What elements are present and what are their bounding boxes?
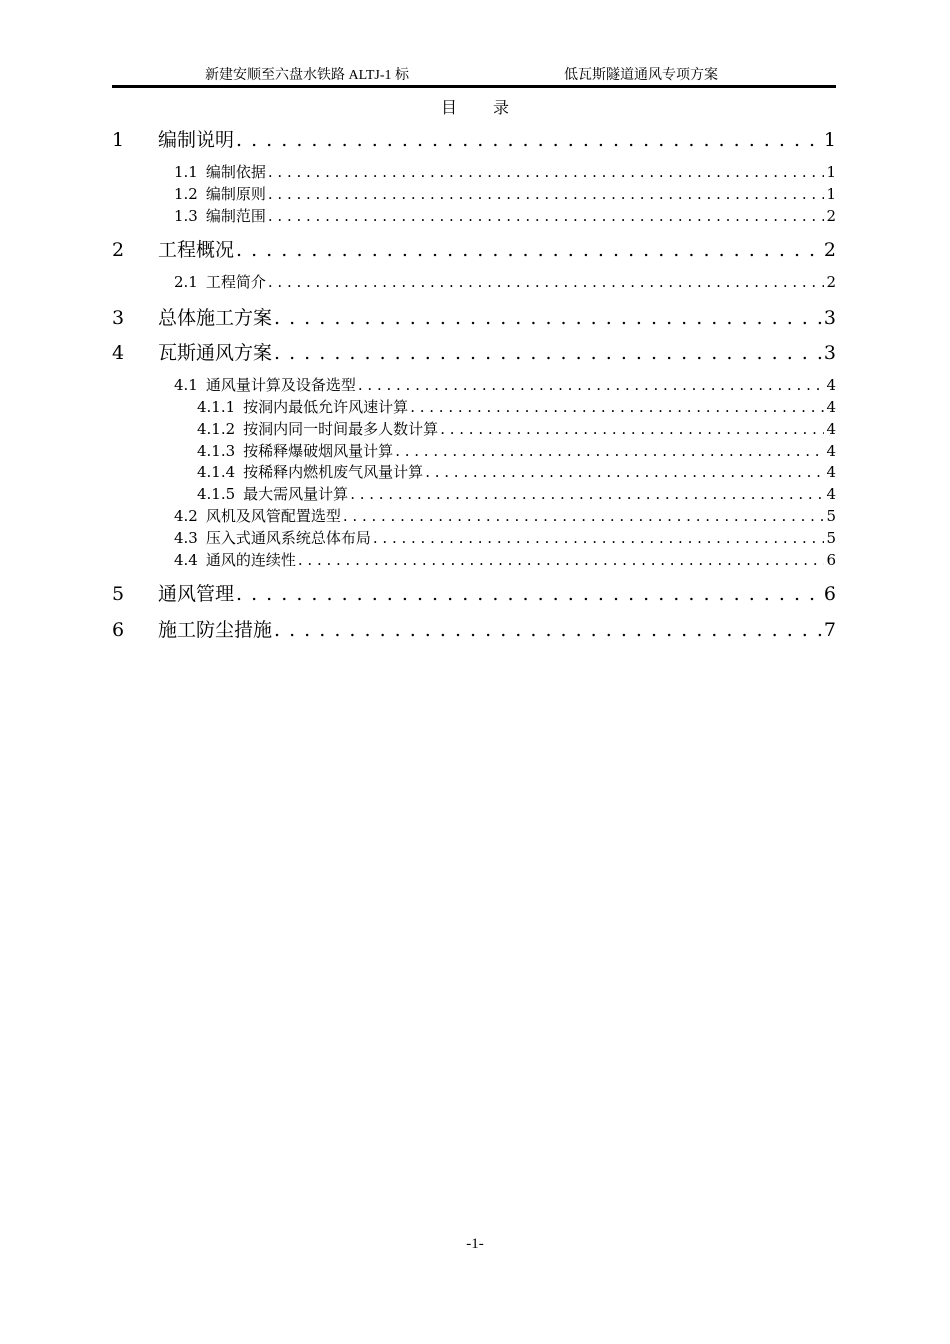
toc-entry-page: 1 bbox=[826, 163, 836, 181]
toc-entry-number: 4.1.4 bbox=[197, 463, 236, 481]
toc-entry-title: 编制依据 bbox=[205, 163, 266, 181]
header-project-name: 新建安顺至六盘水铁路 ALTJ-1 标 bbox=[205, 68, 410, 83]
toc-entry[interactable] bbox=[112, 396, 836, 417]
header-rule bbox=[112, 85, 836, 88]
page-number: -1- bbox=[466, 1236, 484, 1252]
toc-leader-dots bbox=[236, 129, 822, 151]
toc-leader-dots bbox=[236, 239, 822, 261]
toc-entry[interactable] bbox=[112, 374, 836, 395]
toc-leader-dots bbox=[274, 619, 822, 641]
toc-entry-page: 3 bbox=[823, 342, 836, 364]
toc-entry-title: 工程概况 bbox=[158, 239, 235, 261]
toc-leader-dots bbox=[268, 185, 825, 203]
toc-entry-title: 按洞内同一时间最多人数计算 bbox=[243, 420, 439, 438]
toc-entry-page: 2 bbox=[826, 273, 836, 291]
toc-entry-page: 2 bbox=[826, 207, 836, 225]
toc-entry-number: 4.4 bbox=[174, 551, 198, 569]
toc-leader-dots bbox=[395, 442, 824, 460]
toc-entry-title: 编制范围 bbox=[205, 207, 266, 225]
toc-entry-title: 施工防尘措施 bbox=[158, 619, 273, 641]
toc-entry-title: 瓦斯通风方案 bbox=[158, 342, 273, 364]
toc-entry-number: 1.1 bbox=[174, 163, 198, 181]
page-header bbox=[112, 62, 836, 84]
toc-entry-title: 通风量计算及设备选型 bbox=[205, 376, 356, 394]
toc-entry-page: 6 bbox=[826, 551, 836, 569]
toc-entry-page: 4 bbox=[826, 442, 836, 460]
toc-leader-dots bbox=[236, 583, 822, 605]
toc-entry-page: 5 bbox=[826, 529, 836, 547]
toc-entry-number: 4.3 bbox=[174, 529, 198, 547]
toc-entry-number: 2.1 bbox=[174, 273, 198, 291]
toc-leader-dots bbox=[268, 207, 825, 225]
toc-entry-number: 4.1.2 bbox=[197, 420, 236, 438]
toc-entry[interactable] bbox=[112, 125, 836, 152]
toc-entry[interactable] bbox=[112, 205, 836, 226]
toc-entry-page: 4 bbox=[826, 485, 836, 503]
toc-entry[interactable] bbox=[112, 418, 836, 439]
toc-entry-number: 4.2 bbox=[174, 507, 198, 525]
toc-entry-number: 2 bbox=[112, 239, 125, 261]
toc-entry-title: 编制原则 bbox=[205, 185, 266, 203]
toc-leader-dots bbox=[268, 163, 825, 181]
toc-entry-title: 按稀释爆破烟风量计算 bbox=[243, 442, 394, 460]
toc-entry-number: 3 bbox=[112, 307, 125, 329]
toc-entry-number: 6 bbox=[112, 619, 125, 641]
toc-entry-title: 通风的连续性 bbox=[205, 551, 296, 569]
toc-title: 目录 bbox=[440, 98, 545, 117]
toc-entry-number: 4.1.5 bbox=[197, 485, 236, 503]
toc-entry-page: 4 bbox=[826, 398, 836, 416]
toc-leader-dots bbox=[274, 307, 822, 329]
toc-entry-number: 4 bbox=[112, 342, 125, 364]
toc-entry-number: 4.1.3 bbox=[197, 442, 236, 460]
toc-leader-dots bbox=[440, 420, 824, 438]
toc-entry-title: 按稀释内燃机废气风量计算 bbox=[243, 463, 424, 481]
toc-leader-dots bbox=[358, 376, 825, 394]
toc-entry-title: 编制说明 bbox=[158, 129, 235, 151]
toc-entry-title: 总体施工方案 bbox=[158, 307, 273, 329]
toc-leader-dots bbox=[298, 551, 825, 569]
toc-entry[interactable] bbox=[112, 483, 836, 504]
toc-entry-page: 4 bbox=[826, 420, 836, 438]
toc-entry-page: 1 bbox=[826, 185, 836, 203]
toc-entry[interactable] bbox=[112, 183, 836, 204]
toc-leader-dots bbox=[268, 273, 825, 291]
toc-entry[interactable] bbox=[112, 338, 836, 365]
toc-entry-page: 5 bbox=[826, 507, 836, 525]
toc-entry-page: 4 bbox=[826, 376, 836, 394]
toc-entry-page: 3 bbox=[823, 307, 836, 329]
toc-entry[interactable] bbox=[112, 549, 836, 570]
toc-leader-dots bbox=[425, 463, 824, 481]
toc-entry-number: 5 bbox=[112, 583, 125, 605]
toc-entry-number: 1 bbox=[112, 129, 125, 151]
toc-entry-number: 4.1.1 bbox=[197, 398, 236, 416]
toc-entry-number: 1.3 bbox=[174, 207, 198, 225]
toc-leader-dots bbox=[274, 342, 822, 364]
toc-entry[interactable] bbox=[112, 527, 836, 548]
toc-entry[interactable] bbox=[112, 461, 836, 482]
toc-leader-dots bbox=[373, 529, 825, 547]
toc-entry[interactable] bbox=[112, 505, 836, 526]
toc-entry[interactable] bbox=[112, 271, 836, 292]
toc-entry-page: 6 bbox=[823, 583, 836, 605]
toc-entry[interactable] bbox=[112, 579, 836, 606]
toc-entry-number: 1.2 bbox=[174, 185, 198, 203]
toc-entry-title: 压入式通风系统总体布局 bbox=[205, 529, 371, 547]
toc-entry-title: 通风管理 bbox=[158, 583, 235, 605]
toc-leader-dots bbox=[343, 507, 825, 525]
toc-entry[interactable] bbox=[112, 161, 836, 182]
toc-entry[interactable] bbox=[112, 440, 836, 461]
toc-entry-number: 4.1 bbox=[174, 376, 198, 394]
toc-entry[interactable] bbox=[112, 615, 836, 642]
toc-entry[interactable] bbox=[112, 235, 836, 262]
toc-entry-page: 2 bbox=[823, 239, 836, 261]
toc-entry-title: 风机及风管配置选型 bbox=[205, 507, 341, 525]
toc-entry-title: 按洞内最低允许风速计算 bbox=[243, 398, 409, 416]
toc-entry[interactable] bbox=[112, 303, 836, 330]
header-document-title: 低瓦斯隧道通风专项方案 bbox=[564, 68, 718, 83]
toc-entry-title: 工程简介 bbox=[205, 273, 266, 291]
toc-leader-dots bbox=[350, 485, 824, 503]
toc-leader-dots bbox=[410, 398, 824, 416]
toc-entry-page: 4 bbox=[826, 463, 836, 481]
toc-entry-page: 7 bbox=[823, 619, 836, 641]
toc-entry-page: 1 bbox=[823, 129, 836, 151]
toc-entry-title: 最大需风量计算 bbox=[243, 485, 349, 503]
